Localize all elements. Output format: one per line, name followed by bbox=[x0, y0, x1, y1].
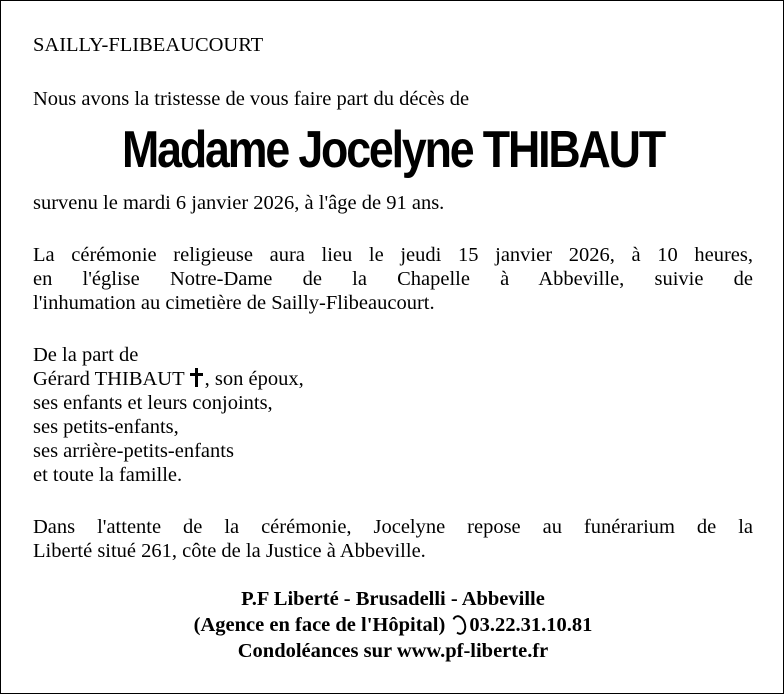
family-intro: De la part de bbox=[33, 344, 139, 366]
repose-line-1: Dans l'attente de la cérémonie, Jocelyne repose au funérarium de la bbox=[33, 516, 753, 538]
spouse-line bbox=[33, 367, 304, 391]
family-member: ses enfants et leurs conjoints, bbox=[33, 392, 273, 414]
ceremony-line-2: en l'église Notre-Dame de la Chapelle à Abbeville, suivie de bbox=[33, 268, 753, 290]
ceremony-line-1: La cérémonie religieuse aura lieu le jeudi 15 janvier 2026, à 10 heures, bbox=[33, 244, 753, 266]
funeral-home-name: P.F Liberté - Brusadelli - Abbeville bbox=[241, 588, 545, 610]
agency-location: (Agence en face de l'Hôpital) bbox=[193, 614, 446, 636]
family-member: et toute la famille. bbox=[33, 464, 183, 486]
death-info: survenu le mardi 6 janvier 2026, à l'âge de 91 ans. bbox=[33, 192, 445, 214]
spouse-name: Gérard THIBAUT bbox=[33, 368, 185, 390]
ceremony-line-3: l'inhumation au cimetière de Sailly-Flibeaucourt. bbox=[33, 292, 435, 314]
family-member: ses petits-enfants, bbox=[33, 416, 179, 438]
spouse-suffix: , son époux, bbox=[204, 368, 304, 390]
family-member: ses arrière-petits-enfants bbox=[33, 440, 234, 462]
funeral-home-contact bbox=[1, 613, 784, 637]
intro-text: Nous avons la tristesse de vous faire part du décès de bbox=[33, 88, 470, 110]
repose-line-2: Liberté situé 261, côte de la Justice à Abbeville. bbox=[33, 540, 426, 562]
phone-number: 03.22.31.10.81 bbox=[469, 614, 593, 636]
deceased-name: Madame Jocelyne THIBAUT bbox=[121, 121, 664, 179]
condolences-link[interactable]: Condoléances sur www.pf-liberte.fr bbox=[237, 640, 549, 662]
phone-icon bbox=[449, 615, 465, 633]
town-heading: SAILLY-FLIBEAUCOURT bbox=[33, 34, 264, 56]
latin-cross-icon bbox=[188, 367, 204, 387]
